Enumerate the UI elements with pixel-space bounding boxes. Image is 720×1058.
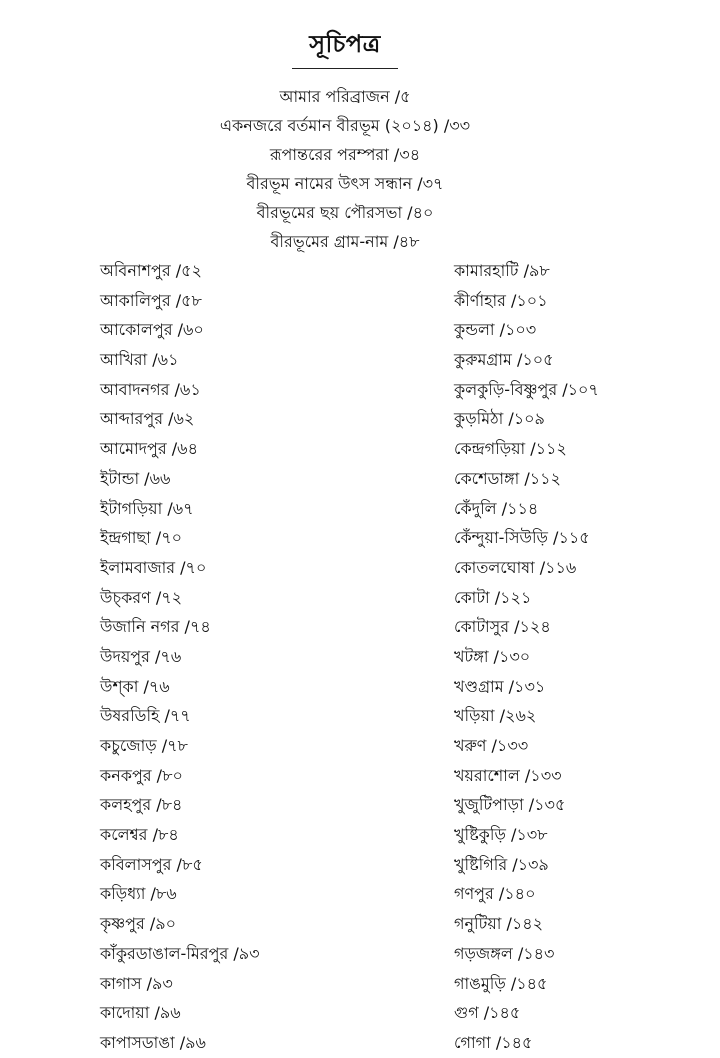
contents-entry: কবিলাসপুর /৮৫ (100, 854, 203, 874)
contents-entry: গণপুর /১৪০ (454, 884, 536, 904)
contents-entry: বীরভূমের গ্রাম-নাম /৪৮ (270, 232, 420, 251)
contents-entry: বীরভূম নামের উৎস সন্ধান /৩৭ (246, 174, 444, 193)
contents-entry: উচ্‌করণ /৭২ (100, 587, 183, 607)
contents-entry: কোটাসুর /১২৪ (454, 617, 551, 637)
contents-entry: আখিরা /৬১ (100, 350, 179, 370)
contents-entry: কড়িধ্যা /৮৬ (100, 884, 177, 904)
contents-entry: কোতলঘোষা /১১৬ (454, 557, 577, 577)
contents-entry: কেশেডাঙ্গা /১১২ (454, 468, 561, 488)
contents-entry: কলেশ্বর /৮৪ (100, 825, 179, 845)
contents-entry: গড়জঙ্গল /১৪৩ (454, 943, 555, 963)
contents-entry: খরুণ /১৩৩ (454, 736, 529, 755)
contents-entry: খটঙ্গা /১৩০ (454, 646, 531, 666)
contents-entry: আবাদনগর /৬১ (100, 379, 201, 399)
contents-entry: ইলামবাজার /৭০ (100, 557, 207, 577)
contents-entry: কাপাসডাঙা /৯৬ (100, 1032, 206, 1052)
contents-entry: কনকপুর /৮০ (100, 765, 183, 785)
contents-entry: কচুজোড় /৭৮ (100, 736, 188, 755)
left-contents-column (100, 256, 260, 1058)
contents-entry: গোগা /১৪৫ (454, 1032, 533, 1052)
contents-entry: কলহপুর /৮৪ (100, 795, 183, 815)
contents-entry: উজানি নগর /৭৪ (100, 617, 211, 637)
contents-entry: আমার পরিব্রাজন /৫ (279, 87, 411, 106)
contents-entry: খুষ্টিগিরি /১৩৯ (454, 854, 549, 874)
contents-entry: কৃষ্ণপুর /৯০ (100, 914, 177, 934)
contents-entry: গাঙমুড়ি /১৪৫ (454, 973, 548, 993)
contents-entry: খড়িয়া /২৬২ (454, 706, 537, 726)
contents-entry: আমোদপুর /৬৪ (100, 439, 198, 459)
contents-entry: খুজুটিপাড়া /১৩৫ (454, 795, 566, 815)
contents-entry: কীর্ণাহার /১০১ (454, 290, 548, 310)
contents-entry: গনুটিয়া /১৪২ (454, 914, 544, 934)
contents-entry: আকোলপুর /৬০ (100, 320, 204, 340)
contents-entry: ইটান্ডা /৬৬ (100, 468, 171, 488)
contents-entry: খয়রাশোল /১৩৩ (454, 765, 562, 785)
contents-entry: বীরভূমের ছয় পৌরসভা /৪০ (256, 203, 434, 222)
intro-contents-list (0, 82, 690, 256)
contents-entry: গুগ /১৪৫ (454, 1003, 521, 1023)
contents-entry: উশ্‌কা /৭৬ (100, 676, 170, 696)
title-underline (292, 68, 398, 69)
contents-entry: খুষ্টিকুড়ি /১৩৮ (454, 825, 548, 845)
contents-entry: কোটা /১২১ (454, 587, 532, 607)
contents-entry: কুন্ডলা /১০৩ (454, 320, 537, 340)
contents-entry: অবিনাশপুর /৫২ (100, 261, 202, 280)
contents-entry: কাগাস /৯৩ (100, 973, 173, 993)
contents-entry: কেন্দ্রগড়িয়া /১১২ (454, 439, 567, 459)
contents-entry: রূপান্তরের পরম্পরা /৩৪ (269, 145, 421, 164)
contents-entry: একনজরে বর্তমান বীরভূম (২০১৪) /৩৩ (219, 116, 471, 135)
contents-entry: কুলকুড়ি-বিষ্ণুপুর /১০৭ (454, 379, 599, 399)
contents-entry: কাঁকুরডাঙাল-মিরপুর /৯৩ (100, 943, 260, 963)
contents-entry: উদয়পুর /৭৬ (100, 646, 182, 666)
page-title: সূচিপত্র (309, 30, 381, 58)
contents-entry: ইন্দ্রগাছা /৭০ (100, 528, 183, 548)
contents-entry: কাদোয়া /৯৬ (100, 1003, 181, 1023)
contents-entry: কুরুমগ্রাম /১০৫ (454, 350, 554, 370)
contents-entry: আকালিপুর /৫৮ (100, 290, 202, 310)
contents-entry: কেঁদুলি /১১৪ (454, 498, 539, 518)
contents-entry: কামারহাটি /৯৮ (454, 261, 550, 280)
contents-entry: ইটাগড়িয়া /৬৭ (100, 498, 194, 518)
contents-entry: খণ্ডগ্রাম /১৩১ (454, 676, 546, 696)
contents-entry: কেঁন্দুয়া-সিউড়ি /১১৫ (454, 528, 590, 548)
contents-entry: কুড়মিঠা /১০৯ (454, 409, 545, 429)
right-contents-column (454, 256, 599, 1058)
contents-entry: উষরডিহি /৭৭ (100, 706, 191, 726)
contents-entry: আব্দারপুর /৬২ (100, 409, 195, 429)
